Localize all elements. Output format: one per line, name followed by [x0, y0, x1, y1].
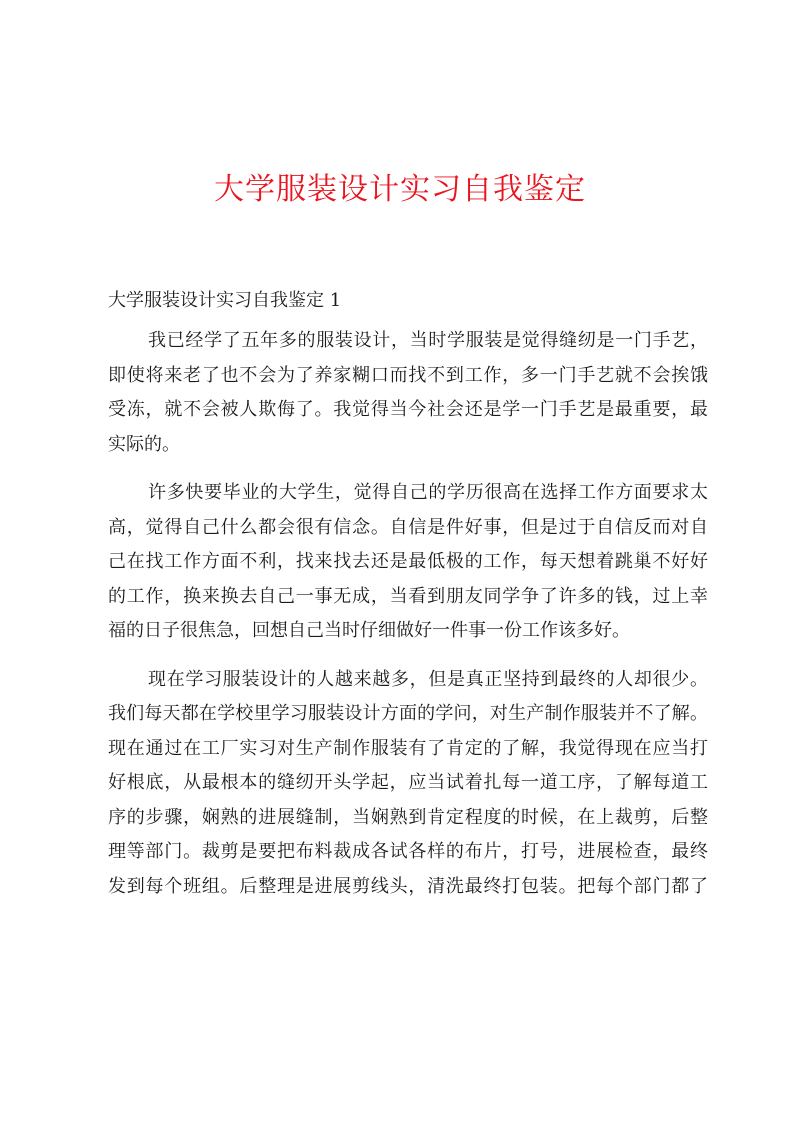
- paragraph-1: [108, 324, 708, 462]
- paragraph-line: 高，觉得自己什么都会很有信念。自信是件好事，但是过于自信反而对自: [108, 516, 708, 538]
- paragraph-line: 序的步骤，娴熟的进展缝制，当娴熟到肯定程度的时候，在上裁剪，后整: [108, 806, 708, 828]
- paragraph-line: 己在找工作方面不利，找来找去还是最低极的工作，每天想着跳巢不好好: [108, 551, 708, 572]
- paragraph-line: 实际的。: [108, 433, 180, 455]
- paragraph-line: 好根底，从最根本的缝纫开头学起，应当试着扎每一道工序，了解每道工: [108, 772, 708, 793]
- paragraph-line: 现在通过在工厂实习对生产制作服装有了肯定的了解，我觉得现在应当打: [108, 737, 708, 759]
- paragraph-line: 许多快要毕业的大学生，觉得自己的学历很高在选择工作方面要求太: [148, 482, 708, 503]
- section-heading: 大学服装设计实习自我鉴定 1: [108, 290, 342, 311]
- paragraph-line: 我已经学了五年多的服装设计，当时学服装是觉得缝纫是一门手艺，: [148, 330, 708, 351]
- paragraph-line: 受冻，就不会被人欺侮了。我觉得当今社会还是学一门手艺是最重要，最: [108, 399, 708, 420]
- paragraph-line: 我们每天都在学校里学习服装设计方面的学问，对生产制作服装并不了解。: [108, 703, 708, 724]
- paragraph-line: 的工作，换来换去自己一事无成，当看到朋友同学争了许多的钱，过上幸: [108, 585, 708, 607]
- paragraph-2: [108, 476, 708, 649]
- paragraph-line: 理等部门。裁剪是要把布料裁成各试各样的布片，打号，进展检查，最终: [108, 841, 708, 862]
- document-title: 大学服装设计实习自我鉴定: [214, 172, 586, 207]
- document-body: [108, 284, 708, 918]
- paragraph-line: 即使将来老了也不会为了养家糊口而找不到工作，多一门手艺就不会挨饿: [108, 364, 708, 386]
- paragraph-line: 福的日子很焦急，回想自己当时仔细做好一件事一份工作该多好。: [108, 620, 630, 641]
- paragraph-line: 现在学习服装设计的人越来越多，但是真正坚持到最终的人却很少。: [148, 668, 708, 690]
- paragraph-3: [108, 663, 708, 905]
- paragraph-line: 发到每个班组。后整理是进展剪线头，清洗最终打包装。把每个部门都了: [108, 875, 708, 897]
